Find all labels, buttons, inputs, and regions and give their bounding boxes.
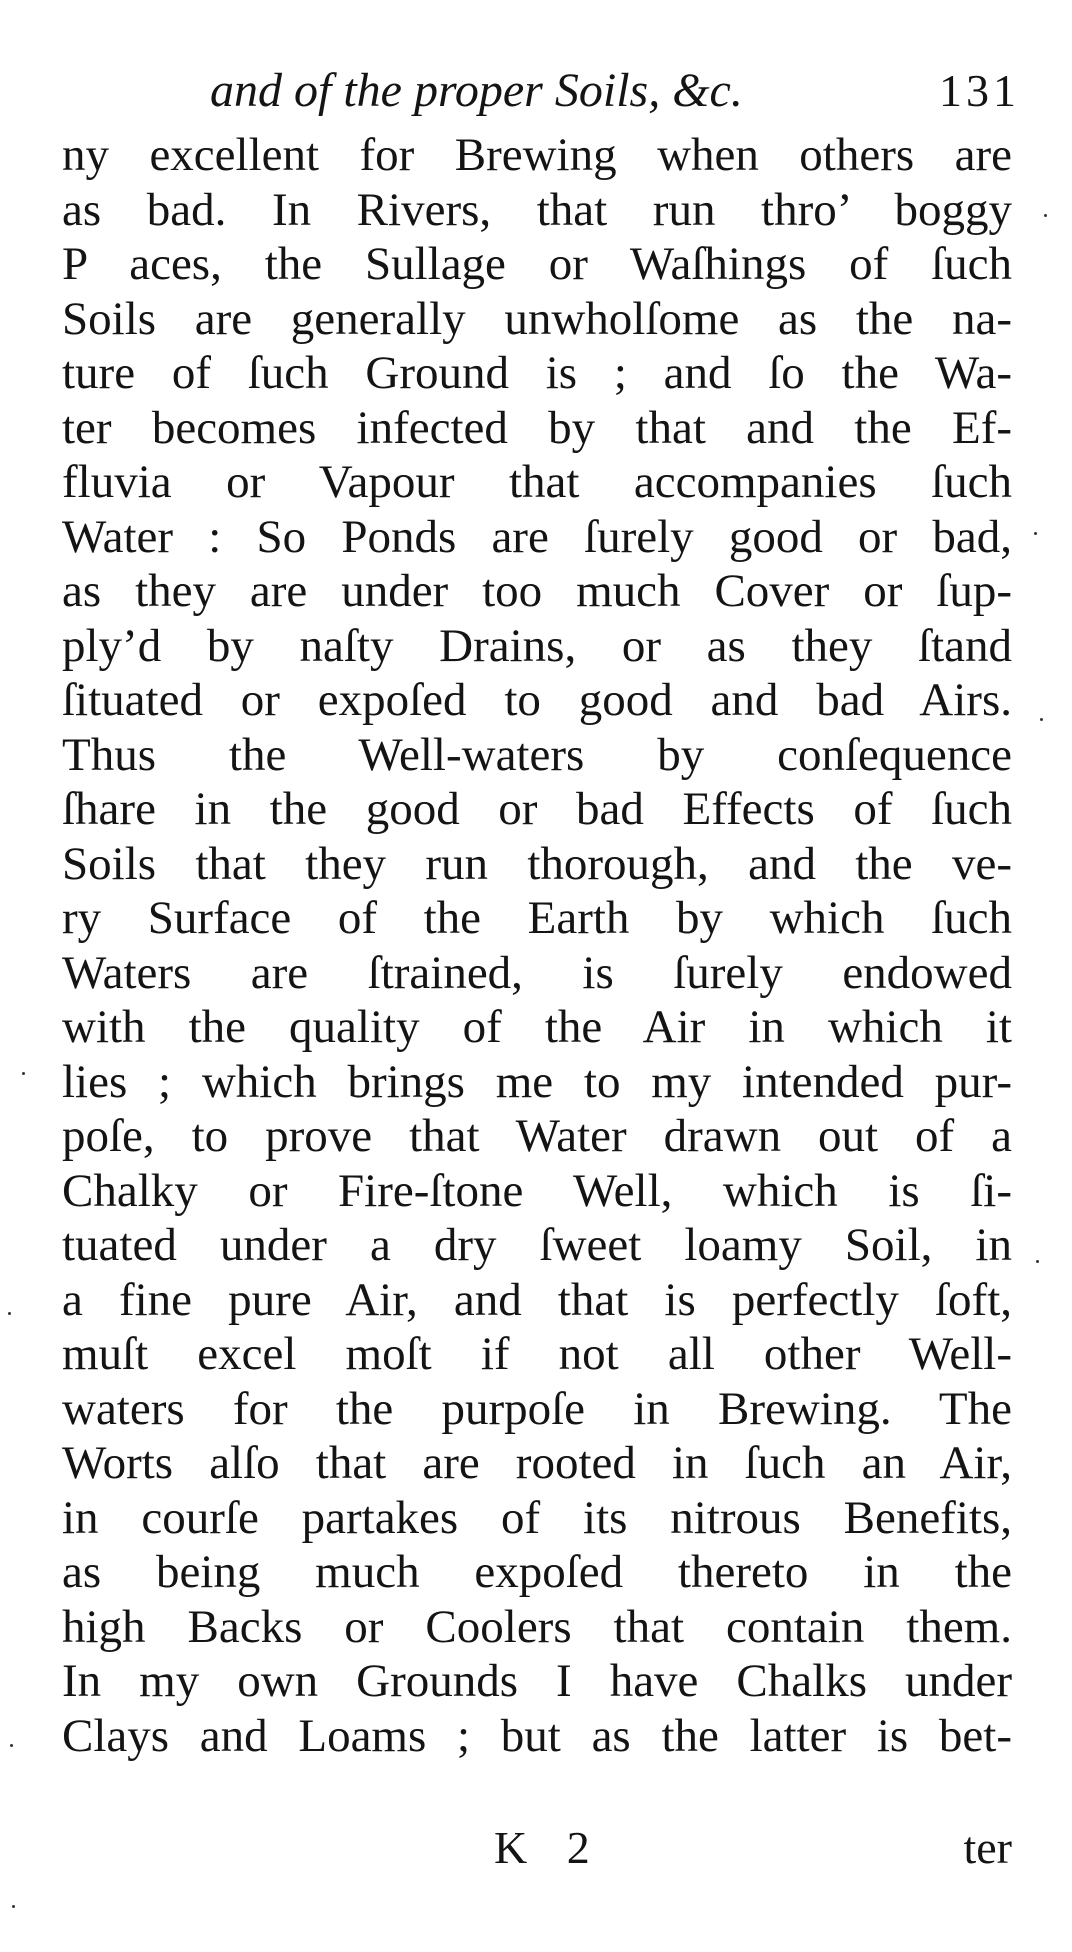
scan-speck: [8, 1312, 11, 1315]
text-line: as bad. In Rivers, that run thro’ boggy: [62, 183, 1012, 236]
text-line: Waters are ſtrained, is ſurely endowed: [62, 946, 1012, 999]
text-line: Soils that they run thorough, and the ve-: [62, 837, 1012, 890]
scan-speck: [1040, 718, 1043, 721]
text-line: as they are under too much Cover or ſup-: [62, 565, 1012, 617]
text-line: fluvia or Vapour that accompanies ſuch: [62, 456, 1012, 508]
running-head: [60, 56, 1020, 126]
page-footer: [62, 1818, 1012, 1878]
signature-mark: K 2: [494, 1822, 604, 1873]
text-line: a fine pure Air, and that is perfectly ſoft,: [62, 1273, 1012, 1326]
text-line: tuated under a dry ſweet loamy Soil, in: [62, 1219, 1012, 1271]
text-line: ply’d by naſty Drains, or as they ſtand: [62, 619, 1012, 672]
scan-speck: [1044, 214, 1047, 217]
scan-speck: [10, 1744, 13, 1747]
text-line: high Backs or Coolers that contain them.: [62, 1600, 1012, 1653]
text-line: ture of ſuch Ground is ; and ſo the Wa-: [62, 347, 1012, 399]
text-line: Chalky or Fire-ſtone Well, which is ſi-: [62, 1164, 1012, 1217]
text-line: lies ; which brings me to my intended pur-: [62, 1055, 1012, 1108]
running-title: and of the proper Soils, &c.: [210, 64, 743, 117]
text-line: ry Surface of the Earth by which ſuch: [62, 892, 1012, 944]
text-line: Thus the Well-waters by conſequence: [62, 728, 1012, 781]
page-number: 131: [939, 65, 1020, 116]
text-line: ny excellent for Brewing when others are: [62, 129, 1012, 181]
body-text: [62, 128, 1012, 1763]
text-line: P aces, the Sullage or Waſhings of ſuch: [62, 238, 1012, 290]
scan-speck: [1034, 532, 1037, 535]
text-line: as being much expoſed thereto in the: [62, 1546, 1012, 1598]
text-line: waters for the purpoſe in Brewing. The: [62, 1382, 1012, 1435]
text-line: Water : So Ponds are ſurely good or bad,: [62, 510, 1012, 563]
text-line: Clays and Loams ; but as the latter is bet-: [62, 1709, 1012, 1762]
catchword: ter: [963, 1822, 1012, 1873]
text-line: poſe, to prove that Water drawn out of a: [62, 1110, 1012, 1162]
text-line: ſituated or expoſed to good and bad Airs.: [62, 674, 1012, 726]
text-line: ſhare in the good or bad Effects of ſuch: [62, 783, 1012, 835]
text-line: Worts alſo that are rooted in ſuch an Air,: [62, 1437, 1012, 1489]
text-line: with the quality of the Air in which it: [62, 1001, 1012, 1053]
text-line: ter becomes infected by that and the Ef-: [62, 401, 1012, 454]
scan-speck: [22, 1072, 25, 1075]
text-line: in courſe partakes of its nitrous Benefits,: [62, 1491, 1012, 1544]
text-line: muſt excel moſt if not all other Well-: [62, 1328, 1012, 1380]
text-line: In my own Grounds I have Chalks under: [62, 1655, 1012, 1707]
text-line: Soils are generally unwholſome as the na-: [62, 292, 1012, 345]
scan-speck: [12, 1905, 15, 1908]
scan-speck: [1036, 1260, 1039, 1263]
